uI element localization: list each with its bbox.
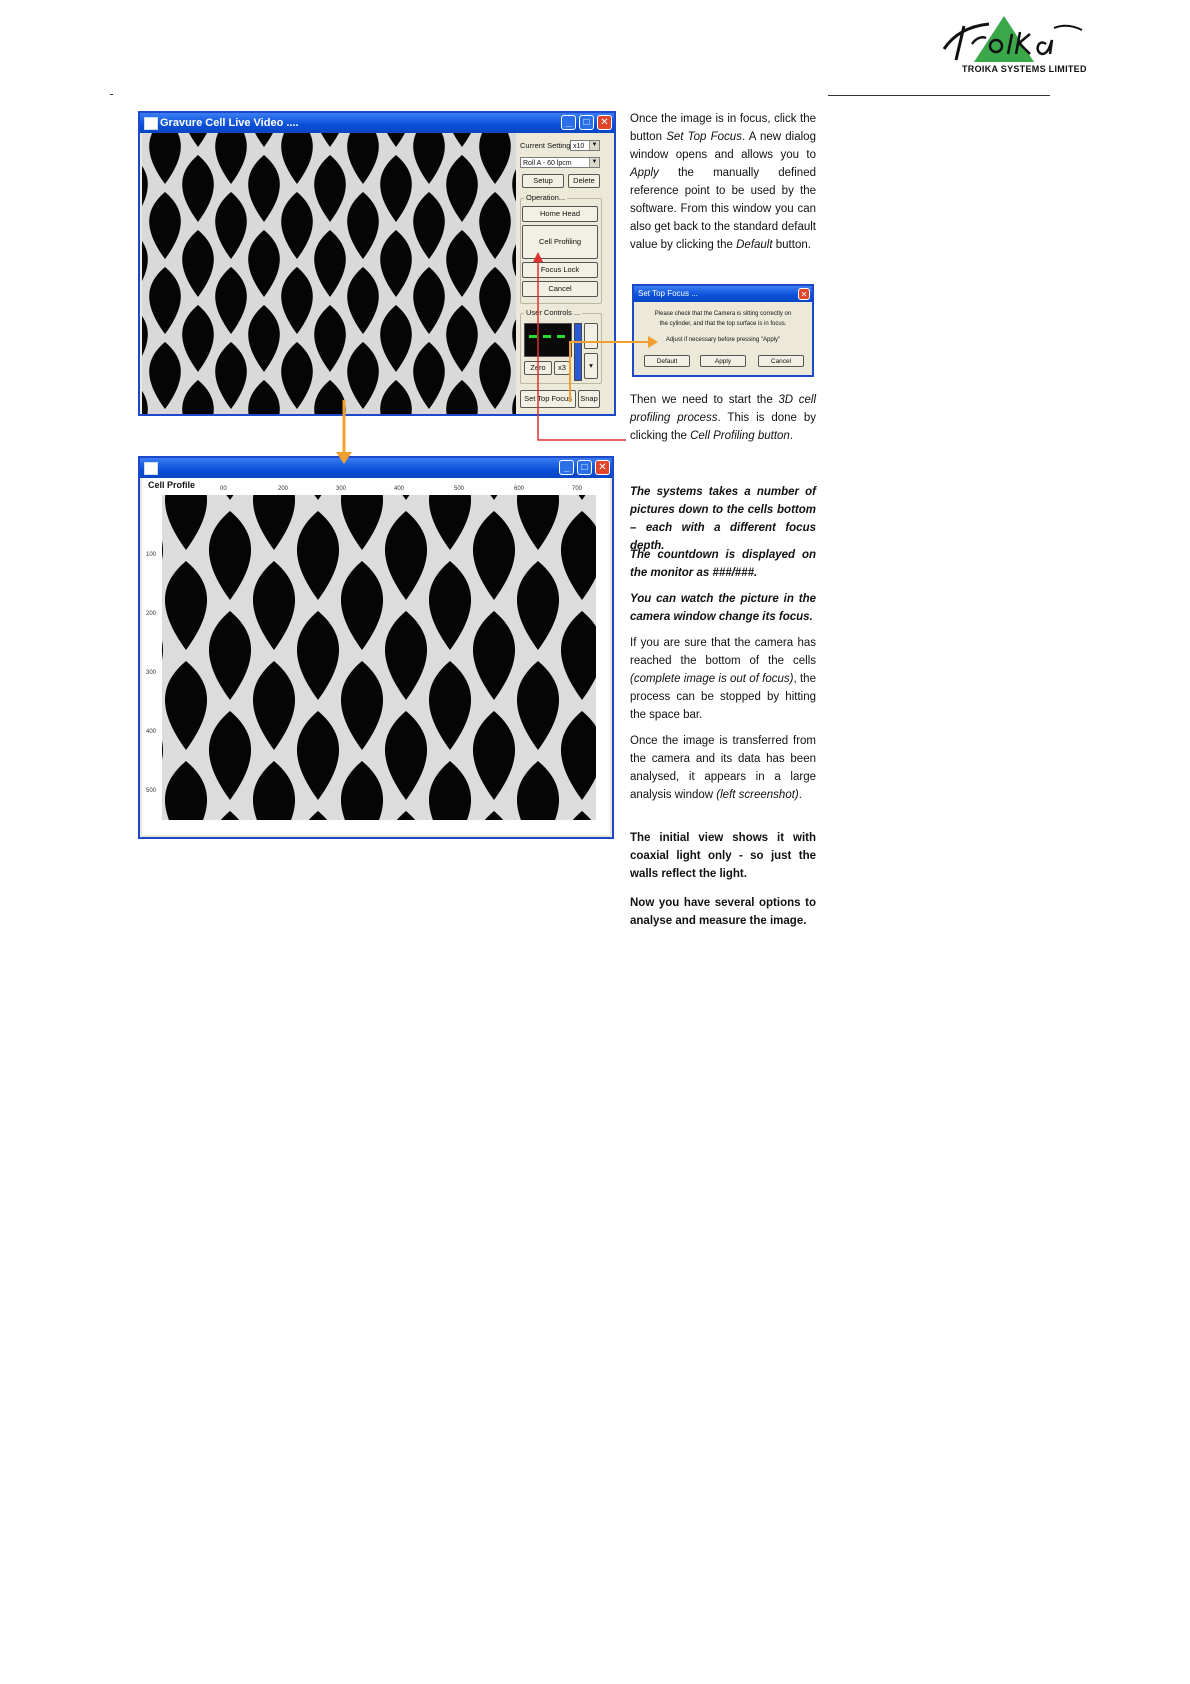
setup-button[interactable]: Setup [522,174,564,188]
y-tick: 400 [146,729,157,735]
live-video-image [142,133,516,414]
x-tick: 200 [278,486,289,492]
readout-segment [529,335,537,338]
home-head-button[interactable]: Home Head [522,206,598,222]
default-button[interactable]: Default [644,355,690,367]
paragraph-set-top-focus [630,110,816,254]
chevron-down-icon: ▼ [589,158,599,167]
chevron-down-icon: ▾ [589,361,593,370]
cell-profile-image [162,495,596,820]
maximize-icon[interactable]: □ [577,460,592,475]
x-tick: 500 [454,486,465,492]
p1-d: Apply [630,167,659,179]
cell-profile-titlebar [140,458,612,478]
set-top-focus-dialog [632,284,814,377]
cell-profiling-button[interactable]: Cell Profiling [522,225,598,259]
focus-slider[interactable] [574,323,582,381]
operation-label: Operation... [526,193,566,202]
cell-profile-canvas [142,478,610,835]
readout-segment [557,335,565,338]
user-controls-label: User Controls ... [526,308,581,317]
p2-e: . [789,430,794,442]
header-mark [110,94,113,95]
paragraph-watch: You can watch the picture in the camera window change its focus. [630,593,816,623]
x-tick: 600 [514,486,525,492]
magnification-value: x10 [573,143,585,150]
cell-profile-window [138,456,614,839]
p6-b: (complete image is out of focus) [630,673,794,685]
y-tick: 200 [146,611,157,617]
paragraph-options: Now you have several options to analyse and measure the image. [630,897,816,927]
scroll-down-button[interactable] [584,353,598,379]
p7-c: . [798,789,802,801]
window-icon [144,462,158,475]
delete-button[interactable]: Delete [568,174,600,188]
window-icon [144,117,158,130]
p1-f: Default [736,239,773,251]
position-readout [524,323,572,357]
magnification-select[interactable] [570,140,600,151]
p7-a: Once the image is transferred from the camera and its data has been analysed, it appears in a large analysis window [630,735,816,801]
paragraph-pictures: The systems takes a number of pictures down to the cells bottom – each with a different focus depth. [630,486,816,552]
y-tick: 300 [146,670,157,676]
y-tick: 500 [146,788,157,794]
apply-button[interactable]: Apply [700,355,746,367]
dialog-message-3: Adjust if necessary before pressing "Apply" [665,337,781,343]
set-top-focus-button[interactable]: Set Top Focus [520,390,576,408]
maximize-icon[interactable]: □ [579,115,594,130]
troika-logo-mark [934,4,1086,64]
paragraph-stop [630,634,816,724]
preset-value: Roll A - 60 lpcm [523,160,572,167]
snap-button[interactable]: Snap [578,390,600,408]
y-tick: 100 [146,552,157,558]
minimize-icon[interactable]: _ [559,460,574,475]
readout-segment [543,335,551,338]
cell-mesh-image [142,133,516,414]
paragraph-transfer [630,732,816,804]
p1-b: Set Top Focus [666,131,742,143]
close-icon[interactable]: ✕ [798,288,810,300]
dialog-message-2: the cylinder, and that the top surface is in focus. [659,321,787,327]
live-video-title: Gravure Cell Live Video .... [160,117,299,129]
multiplier-button[interactable]: x3 [554,361,570,375]
cancel-button[interactable]: Cancel [758,355,804,367]
close-icon[interactable]: ✕ [597,115,612,130]
scroll-up-button[interactable] [584,323,598,349]
zero-button[interactable]: Zero [524,361,552,375]
cell-mesh-image [162,495,596,820]
p1-a: Once the image is in focus, click the button [630,113,816,143]
chevron-down-icon: ▼ [589,141,599,150]
dialog-title: Set Top Focus ... [638,289,698,298]
company-name: TROIKA SYSTEMS LIMITED [962,64,1087,74]
p2-d: Cell Profiling button [690,430,790,442]
p2-c: . This is done by clicking the [630,412,816,442]
paragraph-start-profiling [630,391,816,445]
live-video-titlebar [140,113,614,133]
x-tick: 700 [572,486,583,492]
paragraph-initial-view: The initial view shows it with coaxial light only - so just the walls reflect the light. [630,832,816,880]
preset-select[interactable] [520,157,600,168]
cell-profile-title: Cell Profile [148,480,196,490]
p7-b: (left screenshot) [716,789,799,801]
p6-a: If you are sure that the camera has reached the bottom of the cells [630,637,816,667]
x-tick: 300 [336,486,347,492]
p2-a: Then we need to start the [630,394,779,406]
live-video-window [138,111,616,416]
header-rule [828,95,1050,96]
p1-e: the manually defined reference point to be used by the software. From this window you can also get back to the standard default value by clicking the [630,167,816,251]
x-tick: 00 [220,486,227,492]
troika-logo [934,4,1086,82]
x-tick: 400 [394,486,405,492]
p1-c: . A new dialog window opens and allows you to [630,131,816,161]
p6-c: , the process can be stopped by hitting the space bar. [630,673,816,721]
p2-b: 3D cell profiling process [630,394,817,424]
minimize-icon[interactable]: _ [561,115,576,130]
p1-g: button. [772,239,811,251]
control-panel [518,133,612,412]
focus-lock-button[interactable]: Focus Lock [522,262,598,278]
paragraph-countdown: The countdown is displayed on the monitor as ###/###. [630,549,816,579]
dialog-titlebar [634,286,812,302]
cancel-button[interactable]: Cancel [522,281,598,297]
current-setting-label: Current Setting [520,141,571,150]
close-icon[interactable]: ✕ [595,460,610,475]
dialog-message-1: Please check that the Camera is sitting correctly on [654,311,792,317]
